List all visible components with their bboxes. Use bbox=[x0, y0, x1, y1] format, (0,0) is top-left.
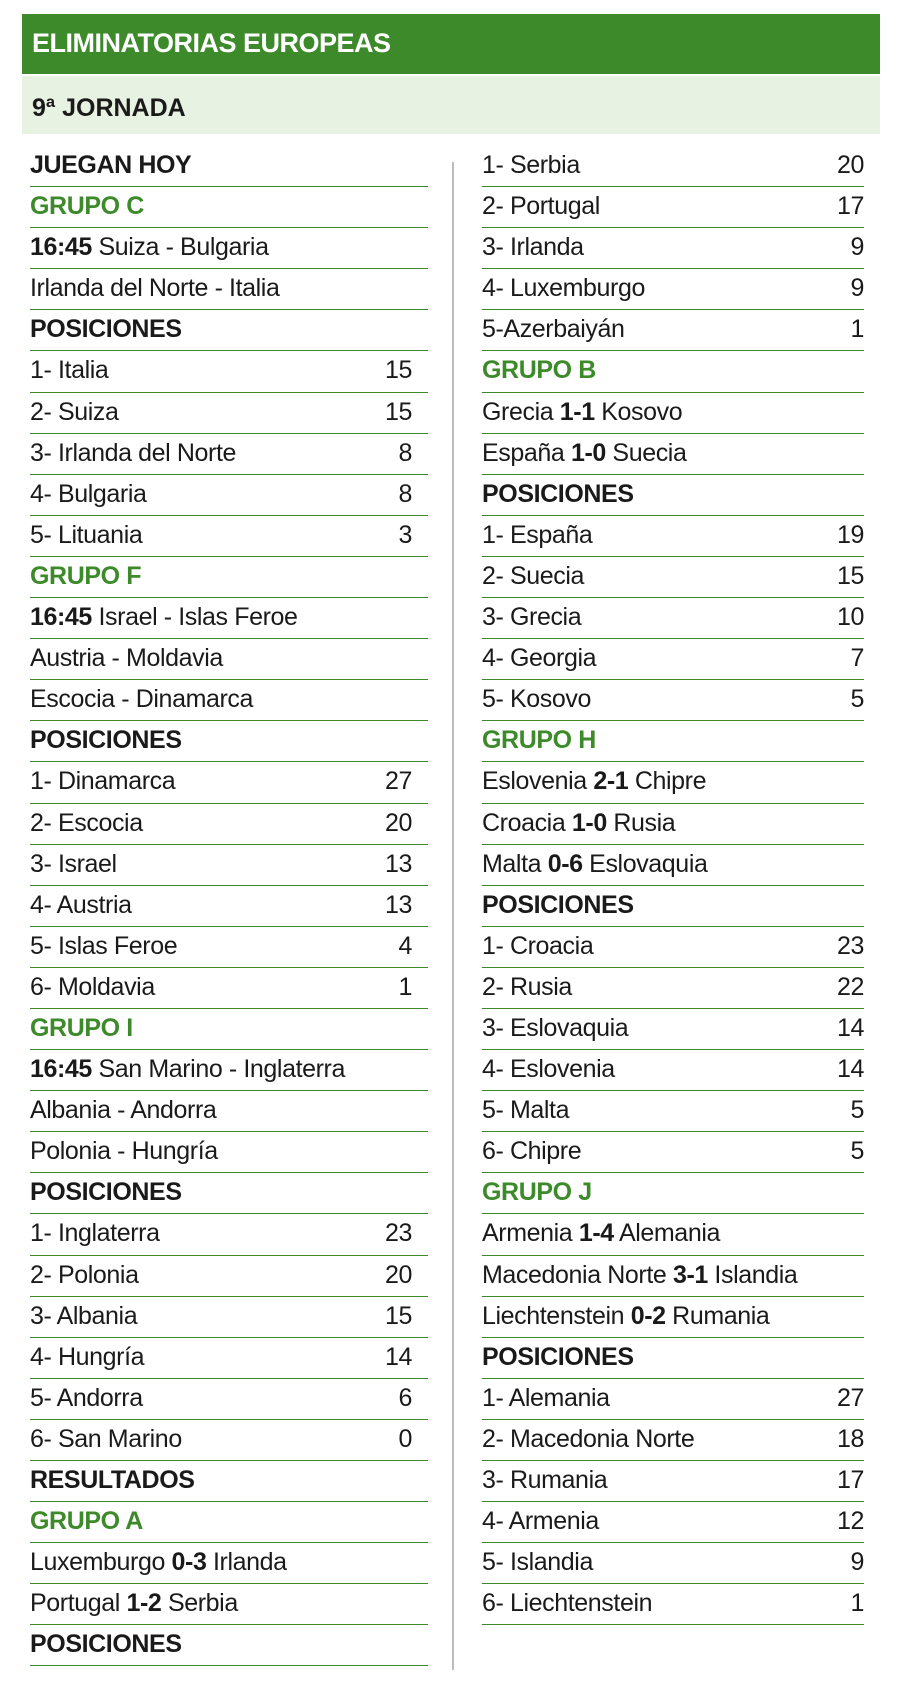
section-heading bbox=[30, 310, 428, 351]
team-name: 4- Bulgaria bbox=[30, 479, 147, 508]
team-name: 4- Austria bbox=[30, 890, 132, 919]
match-score: 2-1 bbox=[593, 767, 629, 796]
home-team: Croacia bbox=[482, 808, 566, 837]
team-name: 2- Portugal bbox=[482, 192, 600, 221]
team-name: 2- Escocia bbox=[30, 808, 143, 837]
group-label: GRUPO C bbox=[30, 192, 144, 221]
standing-row bbox=[30, 1214, 428, 1255]
fixture-row bbox=[30, 269, 428, 310]
team-name: 1- Dinamarca bbox=[30, 767, 176, 796]
team-name: 6- Chipre bbox=[482, 1137, 582, 1166]
team-points: 14 bbox=[836, 1013, 864, 1042]
fixture-teams: Suiza - Bulgaria bbox=[98, 233, 269, 262]
result-row bbox=[30, 1543, 428, 1584]
team-points: 1 bbox=[850, 1589, 864, 1618]
group-label: GRUPO B bbox=[482, 356, 596, 385]
fixture-row bbox=[30, 228, 428, 269]
team-points: 9 bbox=[850, 233, 864, 262]
team-name: 3- Irlanda del Norte bbox=[30, 438, 237, 467]
standing-row bbox=[482, 1132, 864, 1173]
heading-label: POSICIONES bbox=[30, 1630, 182, 1659]
team-points: 23 bbox=[836, 931, 864, 960]
standing-row bbox=[482, 1543, 864, 1584]
team-name: 4- Georgia bbox=[482, 644, 597, 673]
team-name: 6- Moldavia bbox=[30, 972, 155, 1001]
match-time: 16:45 bbox=[30, 603, 92, 632]
team-name: 5- Andorra bbox=[30, 1383, 143, 1412]
result-row bbox=[482, 1214, 864, 1255]
heading-label: POSICIONES bbox=[482, 1342, 634, 1371]
standing-row bbox=[30, 393, 428, 434]
team-points: 1 bbox=[398, 972, 412, 1001]
team-points: 27 bbox=[836, 1383, 864, 1412]
standing-row bbox=[30, 1420, 428, 1461]
away-team: Rusia bbox=[613, 808, 676, 837]
team-name: 3- Israel bbox=[30, 849, 117, 878]
fixture-teams: Irlanda del Norte - Italia bbox=[30, 274, 280, 303]
team-points: 23 bbox=[384, 1219, 412, 1248]
group-heading bbox=[482, 721, 864, 762]
match-score: 1-1 bbox=[559, 397, 595, 426]
fixture-row bbox=[30, 1050, 428, 1091]
standing-row bbox=[30, 475, 428, 516]
team-points: 10 bbox=[836, 603, 864, 632]
match-time: 16:45 bbox=[30, 233, 92, 262]
away-team: Irlanda bbox=[213, 1548, 287, 1577]
team-points: 15 bbox=[384, 1301, 412, 1330]
team-points: 6 bbox=[398, 1383, 412, 1412]
standing-row bbox=[482, 187, 864, 228]
team-points: 13 bbox=[384, 890, 412, 919]
standing-row bbox=[30, 1297, 428, 1338]
team-name: 4- Hungría bbox=[30, 1342, 145, 1371]
team-name: 3- Eslovaquia bbox=[482, 1013, 629, 1042]
result-row bbox=[482, 845, 864, 886]
result-row bbox=[482, 1256, 864, 1297]
standing-row bbox=[30, 762, 428, 803]
team-points: 13 bbox=[384, 849, 412, 878]
standing-row bbox=[482, 1461, 864, 1502]
team-points: 18 bbox=[836, 1424, 864, 1453]
team-points: 3 bbox=[398, 520, 412, 549]
standing-row bbox=[30, 434, 428, 475]
away-team: Suecia bbox=[612, 438, 687, 467]
fixture-teams: Israel - Islas Feroe bbox=[98, 603, 298, 632]
standing-row bbox=[30, 516, 428, 557]
team-points: 4 bbox=[398, 931, 412, 960]
fixture-teams: Austria - Moldavia bbox=[30, 644, 223, 673]
standing-row bbox=[482, 1502, 864, 1543]
standing-row bbox=[30, 927, 428, 968]
standing-row bbox=[30, 804, 428, 845]
home-team: Armenia bbox=[482, 1219, 573, 1248]
heading-label: POSICIONES bbox=[482, 479, 634, 508]
team-name: 2- Macedonia Norte bbox=[482, 1424, 695, 1453]
fixture-row bbox=[30, 598, 428, 639]
team-points: 5 bbox=[850, 1096, 864, 1125]
section-header bbox=[22, 14, 880, 74]
team-points: 17 bbox=[836, 1466, 864, 1494]
team-name: 1- España bbox=[482, 520, 593, 549]
team-name: 5- Islas Feroe bbox=[30, 931, 178, 960]
team-name: 6- San Marino bbox=[30, 1424, 182, 1453]
match-score: 1-4 bbox=[578, 1219, 614, 1248]
home-team: Liechtenstein bbox=[482, 1301, 625, 1330]
home-team: Portugal bbox=[30, 1589, 120, 1618]
team-points: 9 bbox=[850, 274, 864, 303]
team-points: 8 bbox=[398, 438, 412, 467]
away-team: Eslovaquia bbox=[589, 849, 708, 878]
team-name: 4- Luxemburgo bbox=[482, 274, 645, 303]
fixture-row bbox=[30, 639, 428, 680]
heading-label: POSICIONES bbox=[30, 1178, 182, 1207]
team-name: 2- Rusia bbox=[482, 972, 572, 1001]
left-column bbox=[30, 146, 428, 1666]
result-row bbox=[30, 1584, 428, 1625]
team-name: 3- Grecia bbox=[482, 603, 582, 632]
standing-row bbox=[482, 639, 864, 680]
fixture-row bbox=[30, 680, 428, 721]
heading-label: POSICIONES bbox=[482, 890, 634, 919]
group-label: GRUPO A bbox=[30, 1507, 143, 1536]
standing-row bbox=[482, 1091, 864, 1132]
team-points: 14 bbox=[836, 1055, 864, 1084]
team-points: 14 bbox=[384, 1342, 412, 1371]
team-points: 0 bbox=[398, 1424, 412, 1453]
home-team: España bbox=[482, 438, 565, 467]
standing-row bbox=[30, 1338, 428, 1379]
group-label: GRUPO J bbox=[482, 1178, 592, 1207]
standing-row bbox=[30, 1256, 428, 1297]
home-team: Eslovenia bbox=[482, 767, 587, 796]
team-name: 3- Irlanda bbox=[482, 233, 584, 262]
heading-label: RESULTADOS bbox=[30, 1466, 195, 1494]
team-points: 27 bbox=[384, 767, 412, 796]
team-name: 5- Kosovo bbox=[482, 685, 591, 714]
team-name: 4- Eslovenia bbox=[482, 1055, 615, 1084]
standing-row bbox=[30, 845, 428, 886]
match-score: 1-2 bbox=[126, 1589, 162, 1618]
away-team: Chipre bbox=[634, 767, 707, 796]
match-score: 1-0 bbox=[570, 438, 606, 467]
standing-row bbox=[30, 1379, 428, 1420]
standing-row bbox=[482, 269, 864, 310]
standing-row bbox=[482, 680, 864, 721]
team-name: 3- Rumania bbox=[482, 1466, 608, 1494]
team-name: 5- Malta bbox=[482, 1096, 570, 1125]
team-points: 15 bbox=[384, 356, 412, 385]
standing-row bbox=[482, 310, 864, 351]
away-team: Kosovo bbox=[601, 397, 683, 426]
column-divider bbox=[452, 162, 454, 1670]
fixture-teams: Escocia - Dinamarca bbox=[30, 685, 254, 714]
match-score: 1-0 bbox=[571, 808, 607, 837]
standing-row bbox=[30, 886, 428, 927]
standing-row bbox=[482, 927, 864, 968]
standing-row bbox=[482, 1420, 864, 1461]
match-score: 0-6 bbox=[547, 849, 583, 878]
fixture-row bbox=[30, 1132, 428, 1173]
team-name: 2- Polonia bbox=[30, 1260, 139, 1289]
away-team: Rumania bbox=[672, 1301, 770, 1330]
team-name: 2- Suiza bbox=[30, 397, 119, 426]
team-points: 5 bbox=[850, 1137, 864, 1166]
team-points: 17 bbox=[836, 192, 864, 221]
section-heading bbox=[30, 1461, 428, 1502]
right-column bbox=[482, 146, 864, 1625]
section-heading bbox=[30, 721, 428, 762]
match-score: 3-1 bbox=[672, 1260, 708, 1289]
team-points: 20 bbox=[384, 808, 412, 837]
result-row bbox=[482, 1297, 864, 1338]
team-name: 1- Italia bbox=[30, 356, 109, 385]
match-score: 0-2 bbox=[630, 1301, 666, 1330]
result-row bbox=[482, 434, 864, 475]
team-points: 20 bbox=[836, 151, 864, 179]
away-team: Islandia bbox=[714, 1260, 798, 1289]
team-name: 1- Serbia bbox=[482, 151, 580, 179]
team-points: 1 bbox=[850, 315, 864, 344]
home-team: Grecia bbox=[482, 397, 554, 426]
standing-row bbox=[482, 516, 864, 557]
team-points: 20 bbox=[384, 1260, 412, 1289]
standing-row bbox=[482, 1050, 864, 1091]
section-title: ELIMINATORIAS EUROPEAS bbox=[32, 28, 391, 58]
team-points: 7 bbox=[850, 644, 864, 673]
standing-row bbox=[30, 968, 428, 1009]
section-heading bbox=[30, 1173, 428, 1214]
heading-label: POSICIONES bbox=[30, 315, 182, 344]
home-team: Macedonia Norte bbox=[482, 1260, 667, 1289]
standing-row bbox=[482, 968, 864, 1009]
team-name: 5- Lituania bbox=[30, 520, 143, 549]
section-heading bbox=[30, 1625, 428, 1666]
group-heading bbox=[30, 1009, 428, 1050]
team-points: 5 bbox=[850, 685, 864, 714]
group-heading bbox=[30, 557, 428, 598]
section-heading bbox=[30, 146, 428, 187]
fixture-teams: Polonia - Hungría bbox=[30, 1137, 218, 1166]
standing-row bbox=[482, 598, 864, 639]
result-row bbox=[482, 804, 864, 845]
team-name: 1- Alemania bbox=[482, 1383, 610, 1412]
group-label: GRUPO H bbox=[482, 726, 596, 755]
team-points: 12 bbox=[836, 1507, 864, 1536]
team-points: 9 bbox=[850, 1548, 864, 1577]
team-points: 15 bbox=[384, 397, 412, 426]
team-name: 1- Croacia bbox=[482, 931, 594, 960]
group-label: GRUPO F bbox=[30, 561, 142, 590]
group-heading bbox=[482, 351, 864, 392]
standing-row bbox=[482, 228, 864, 269]
away-team: Alemania bbox=[618, 1219, 720, 1248]
group-label: GRUPO I bbox=[30, 1013, 133, 1042]
team-name: 5-Azerbaiyán bbox=[482, 315, 625, 344]
team-name: 4- Armenia bbox=[482, 1507, 599, 1536]
home-team: Luxemburgo bbox=[30, 1548, 165, 1577]
team-points: 22 bbox=[836, 972, 864, 1001]
fixture-row bbox=[30, 1091, 428, 1132]
heading-label: JUEGAN HOY bbox=[30, 151, 192, 179]
team-name: 6- Liechtenstein bbox=[482, 1589, 653, 1618]
group-heading bbox=[30, 1502, 428, 1543]
standing-row bbox=[30, 351, 428, 392]
fixture-teams: Albania - Andorra bbox=[30, 1096, 217, 1125]
group-heading bbox=[482, 1173, 864, 1214]
result-row bbox=[482, 762, 864, 803]
standing-row bbox=[482, 557, 864, 598]
team-name: 3- Albania bbox=[30, 1301, 138, 1330]
result-row bbox=[482, 393, 864, 434]
match-score: 0-3 bbox=[171, 1548, 207, 1577]
standing-row bbox=[482, 146, 864, 187]
team-points: 19 bbox=[836, 520, 864, 549]
round-header bbox=[22, 76, 880, 134]
standing-row bbox=[482, 1584, 864, 1625]
heading-label: POSICIONES bbox=[30, 726, 182, 755]
home-team: Malta bbox=[482, 849, 542, 878]
team-name: 2- Suecia bbox=[482, 561, 585, 590]
team-points: 15 bbox=[836, 561, 864, 590]
match-time: 16:45 bbox=[30, 1055, 92, 1084]
standing-row bbox=[482, 1379, 864, 1420]
team-name: 1- Inglaterra bbox=[30, 1219, 160, 1248]
round-title: 9ª JORNADA bbox=[32, 94, 186, 122]
section-heading bbox=[482, 1338, 864, 1379]
team-name: 5- Islandia bbox=[482, 1548, 593, 1577]
section-heading bbox=[482, 475, 864, 516]
section-heading bbox=[482, 886, 864, 927]
standing-row bbox=[482, 1009, 864, 1050]
team-points: 8 bbox=[398, 479, 412, 508]
away-team: Serbia bbox=[167, 1589, 238, 1618]
group-heading bbox=[30, 187, 428, 228]
fixture-teams: San Marino - Inglaterra bbox=[98, 1055, 345, 1084]
